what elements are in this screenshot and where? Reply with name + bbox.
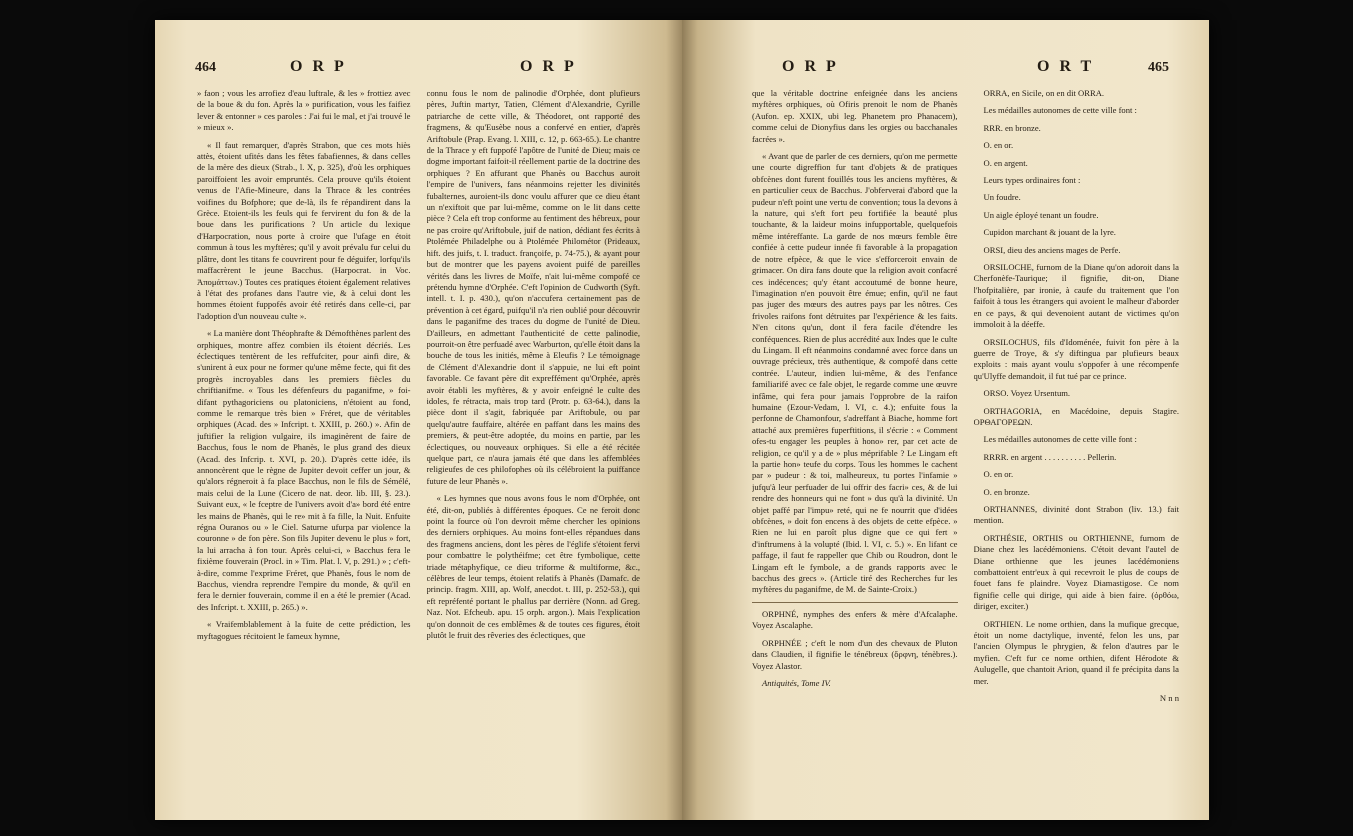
divider (752, 602, 958, 603)
text-column (752, 88, 958, 800)
left-page (155, 20, 682, 820)
dictionary-entry: ORTHAGORIA, en Macédoine, depuis Stagire. ΟΡΘΑΓΟΡΕΩΝ. (973, 405, 1179, 427)
paragraph: » faon ; vous les arrofiez d'eau luftrale, & les » frottiez avec de la boue & du fon. Après la » purification, vous les faifiez lever & entonner » ces paroles : J'ai fui le mal, et j'ai trouvé le » mieux ». (197, 88, 411, 133)
list-item: Un aigle éployé tenant un foudre. (983, 209, 1099, 220)
paragraph: connu fous le nom de palinodie d'Orphée, dont plufieurs pères, Juftin martyr, Tatien, Clément d'Alexandrie, Cyrille patriarche de cette ville, & Théodoret, ont rapporté des fragmens, & qu'Eusèbe nous a confervé en entier, d'après Ariftobule (Prap. Evang. l. XIII, c. 12, p. 663-65.). Le chantre de la Thrace y eft fuppofé l'apôtre de l'unité de Dieu; mais ce dogme important faifoit-il réellement partie de la doctrine des orphiques ? En affurant que Phanès ou Bacchus auroit l'empire de l'univers, fans néanmoins rejetter les divinités fubalternes, auroient-ils donc voulu affurer que ce dieu étant un n'exiftoit que par lui-même, comme on le lit dans cette pièce ? Cela eft trop conforme au fentiment des hébreux, pour ne pas croire qu'Ariftobule, juif de nation, dédiant fes écrits à Ptolémée Philadelphe ou à Ptolémée Philométor (Prideaux, hift. des juifs, t. I. traduct. françoife, p. 74-75.), & ayant pour but de montrer que les payens avoient puifé de pareilles vérités dans les livres de Moïfe, n'ait lui-même compofé ce prétendu hymne d'Orphée. C'eft l'opinion de Cudworth (Syft. intell. t. I. p. 430.), qu'on n'accufera certainement pas de prévention à cet égard, puifqu'il n'a rien oublié pour découvrir dans le paganifme des traces du dogme de l'unité de Dieu. D'ailleurs, en admettant l'authenticité de cette palinodie, pourroit-on être perfuadé avec Warburton, qu'elle étoit dans la bouche de tous les initiés, même à Eleufis ? Le témoignage de Clément d'Alexandrie dont il s'appuie, ne lui eft point favorable. Ce favant père dit expreffément qu'Orphée, après avoir établi les myftères, & y avoir enfeigné le culte des idoles, fe rétracta, mais trop tard (Protr. p. 63-64.), dans la pièce dont il s'agit, fabriquée par Ariftobule, ou par quelqu'autre fauffaire, altérée en paffant dans les mains des premiers, & peut-être adoptée, du moins en partie, par les éclectiques, ou nouveaux orphiques. Si elle a été récitée quelque part, ce n'aura jamais été que dans les affemblées religieufes de ces philofophes où ils célébroient la puiffance future de leur Phanès ». (426, 88, 640, 486)
list-item: Les médailles autonomes de cette ville font : (983, 105, 1137, 116)
list-item: O. en argent. (983, 157, 1028, 168)
list-item: O. en or. (983, 140, 1014, 151)
dictionary-entry: ORSILOCHUS, fils d'Idoménée, fuivit fon père à la guerre de Troye, & s'y diftingua par plufieurs beaux exploits : mais ayant voulu s'oppofer à une récompenfe qu'Ulyffe demandoit, il fut tué par ce prince. (973, 336, 1179, 381)
volume-signature: Antiquités, Tome IV. (762, 677, 831, 688)
paragraph: « Il faut remarquer, d'après Strabon, que ces mots hiès attès, étoient ufités dans les fêtes fabafiennes, & dans celles de la mère des dieux (Strab., l. X, p. 325), d'où les orphiques paroiffoient les avoir empruntés. Cela prouve qu'ils étoient venus de l'Afie-Mineure, dans la Thrace & les contrées voifines du Bofphore; que de-là, ils fe répandirent dans la Grèce. Etoient-ils les feuls qui fe fervirent du fon & de la boue dans les purifications ? Un article du lexique d'Harpocration, nous porte à croire que l'ufage en étoit commun à tous les myftères; qu'il y avoit prévalu fur celui du plâtre, dont les titans fe couvrirent pour fe déguifer, lorfqu'ils maffacrèrent le jeune Bacchus. (Harpocrat. in Voc. Ἀπομάττων.) Toutes ces pratiques étoient également relatives à l'état des profanes dans l'autre vie, & à celui dont les hommes étoient fuppofés avoir été retirés dans celle-ci, par l'adoption d'un nouveau culte ». (197, 139, 411, 321)
list-item: RRR. en bronze. (983, 122, 1041, 133)
dictionary-entry: ORTHIEN. Le nome orthien, dans la mufique grecque, étoit un nome dactylique, inventé, felon les uns, par l'ancien Olympus le phrygien, & felon d'autres par le myfien. C'eft fur ce nome orthien, difent Hérodote & Aulugelle, que chantoit Arion, quand il fe précipita dans la mer. (973, 618, 1179, 686)
right-page (682, 20, 1209, 820)
list-item: Cupidon marchant & jouant de la lyre. (983, 227, 1116, 238)
left-page-header (195, 58, 642, 86)
paragraph: que la véritable doctrine enfeignée dans les anciens myftères orphiques, où Ofiris prenoit le nom de Phanès (Aufon. ep. XXIX, ubi leg. Phanetem pro Phanacem), comme celui de Dionyfius dans les orgies ou bacchanales facrées ». (752, 88, 958, 144)
dictionary-entry: ORTHÉSIE, ORTHIS ou ORTHIENNE, furnom de Diane chez les lacédémoniens. C'étoit devant l'autel de Diane orthienne que les jeunes lacédémoniens combattoient entr'eux à qui recevroit le plus de coups de fouet fans fe plaindre. Voyez Diamastigose. Ce nom fignifie celle qui dirige, qui aide à bien faire. (ὀρθόω, diriger, exciter.) (973, 532, 1179, 612)
list-item: Leurs types ordinaires font : (983, 175, 1081, 186)
running-head: ORT (1037, 58, 1102, 75)
page-number: 464 (195, 60, 216, 75)
list-item: O. en or. (983, 469, 1014, 480)
text-column (427, 88, 641, 800)
paragraph: « Vraifemblablement à la fuite de cette prédiction, les myftagogues récitoient le fameux hymne, (197, 619, 411, 641)
text-column (197, 88, 411, 800)
right-page-columns (752, 88, 1179, 800)
list-item: Les médailles autonomes de cette ville font : (983, 434, 1137, 445)
paragraph: « La manière dont Théophrafte & Démofthènes parlent des orphiques, montre affez combien ils étoient décriés. Les éclectiques tentèrent de les reffufciter, pour ainfi dire, & s'unirent à eux pour ne former qu'une même fecte, qui fit des progrès incroyables dans les premiers fiècles du chriftianifme. « Tous les défenfeurs du paganifme, » foi-difant pythagoriciens ou platoniciens, n'étoient au fond, comme le remarque très bien » Fréret, que de véritables orphiques (Acad. des » Infcript. t. XXIII, p. 260.) ». Afin de juftifier la religion vulgaire, ils imaginèrent de faire de Bacchus, fous le nom de Phanès, le plus grand des dieux (Acad. des Infcrip. t. XVI, p. 20.). D'après cette idée, ils annoncèrent que le règne de Jupiter devoit ceffer un jour, & qu'alors régneroit à fa place Bacchus, non le fils de Sémélé, mais celui de la Lune (Cicero de nat. deor. lib. III, §. 23.). Suivant eux, « le fceptre de l'univers avoit d'a» bord été entre les mains de Phanès, qui le re» mit à fa fille, la Nuit. Enfuite régna Ouranos ou » le Ciel. Saturne ufurpa par violence la couronne » de fon père. Son fils Jupiter devenu le plus » fort, la lui arracha à fon tour. Après celui-ci, » Bacchus fera le fixième fouverain (Procl. in » Tim. Plat. l. V, p. 291.) » ; c'eft-à-dire, comme l'exprime Fréret, que Phanès, fous le nom de Bacchus, viendra reprendre l'empire du monde, & qu'il en fera le dernier fouverain, comme il en a été le premier (Acad. des Infcript. t. XXIII, p. 265.) ». (197, 328, 411, 612)
dictionary-entry: ORTHANNES, divinité dont Strabon (liv. 13.) fait mention. (973, 503, 1179, 526)
list-item: RRRR. en argent . . . . . . . . . . Pellerin. (983, 451, 1117, 462)
running-head: ORP (782, 58, 846, 75)
running-head: ORP (290, 58, 354, 75)
page-number: 465 (1148, 60, 1169, 75)
dictionary-entry: ORPHNÉ, nymphes des enfers & mère d'Afcalaphe. Voyez Ascalaphe. (752, 608, 958, 631)
running-head: ORP (520, 58, 584, 75)
paragraph: « Avant que de parler de ces derniers, qu'on me permette une courte digreffion fur tant d'objets & de pratiques obfcènes dont furent fouillés tous les anciens myftères, & en particulier ceux de Bacchus. J'obferverai d'abord que la pudeur n'eft point une vertu de convention; tous la devons à la nature, qui s'eft fort peu fortifiée la beauté plus touchante, & la laideur moins infupportable, quelquefois même intéreffante. La garde de nos mœurs femble être confiée à cette pudeur innée fi favorable à la propagation de notre efpèce, & que le vice s'efforceroit envain de grimacer. On dira fans doute que la religion avoit confacré ces indécences; qu'y étant accoutumé de bonne heure, l'imagination n'en pouvoit être émue; enfin, qu'il ne faut pas juger des mœurs des autres pays par les nôtres. Ces frivoles raifons font détruites par l'expérience & les faits. N'en citons qu'un, dont il fera facile d'étendre les conféquences. Rien de plus accrédité aux Indes que le culte du Lingam. Il eft néanmoins condamné avec force dans un ouvrage précieux, très authentique, & compofé dans cette contrée. L'auteur, indien lui-même, & des l'enfance familiarifé avec ce fale objet, le regarde comme une œuvre infâme, qui fera pour jamais l'opprobre de la raifon humaine (Ezour-Vedam, l. VI, c. 4.); enfuite fous la perfonne de Chamonfour, s'adreffant à Biache, homme fort attaché aux premières fuperftitions, il s'écrie : « Comment ofes-tu engager les peuples à hono» rer, par cet acte de religion, ce qu'il y a de » plus méprifable ? Le Lingam eft la partie hon» teufe du corps. Tous les hommes le cachent par » pudeur : & toi, malheureux, tu portes l'infamie » jufqu'à leur perfuader de lui offrir des facri» ces, & de lui rendre des honneurs qui ne font » dus qu'à la divinité. Un objet paffé par l'impu» reté, qui ne fe nourrit que d'idées obfcènes, » doit fon encens à des objets de cette efpèce. » Rien ne lui en paroît plus digne que ce qui fert » d'inftrumens à la volupté (Ibid. l. VI, c. 5.) ». En lifant ce paffage, il faut fe rappeller que Chib ou Roudron, dont le Lingam eft le fymbole, a de grands rapports avec le bacchus des grecs ». (Article tiré des Recherches fur les myftères du paganifme, de M. de Sainte-Croix.) (752, 151, 958, 595)
right-page-header (722, 58, 1169, 86)
signature-mark: N n n (1159, 693, 1179, 704)
left-page-columns (197, 88, 640, 800)
dictionary-entry: ORRA, en Sicile, on en dit ORRA. (983, 88, 1105, 98)
list-item: O. en bronze. (983, 486, 1030, 497)
dictionary-entry: ORSILOCHE, furnom de la Diane qu'on adoroit dans la Cherfonèfe-Taurique; il fignifie, dit-on, Diane l'hofpitalière, par ironie, à caufe du traitement que l'on faifoit à tous les étrangers qui avoient le malheur d'aborder en ce pays, & qui devenoient autant de victimes qu'on immoloit à la déeffe. (973, 262, 1179, 330)
dictionary-entry: ORSI, dieu des anciens mages de Perfe. (983, 244, 1121, 255)
text-column (974, 88, 1180, 800)
paragraph: « Les hymnes que nous avons fous le nom d'Orphée, ont été, dit-on, publiés à différentes époques. Ce ne feroit donc point la fource où l'on devroit même chercher les opinions des derniers orphiques. Au moins font-elles répandues dans des fragmens anciens, dont les pères de l'églife s'étoient fervi pour combattre le polythéifme; cet être fymbolique, cette triade métaphyfique, ce dieu triforme & multiforme, &c., célèbres de leur temps, étoient relatifs à Phanès (Damafc. de princip. fragm. XIII, ap. Wolf, anecdot. t. III, p. 252-53.), qui eft repréfenté portant le phallus par derrière (Nonn. ad Greg. Naz. Not. Efcheub. apu. 15 orph. argon.). Mais l'explication qu'on donnoit de ces emblêmes & de toutes ces figures, étoit plutôt le fruit des rêveries des éclectiques, que (426, 493, 640, 641)
dictionary-entry: ORSO. Voyez Ursentum. (983, 388, 1071, 399)
open-book (155, 20, 1210, 820)
dictionary-entry: ORPHNÉE ; c'eft le nom d'un des chevaux de Pluton dans Claudien, il fignifie le ténébreux (ὄρφνη, ténèbres.). Voyez Alastor. (752, 637, 958, 671)
list-item: Un foudre. (983, 192, 1021, 203)
